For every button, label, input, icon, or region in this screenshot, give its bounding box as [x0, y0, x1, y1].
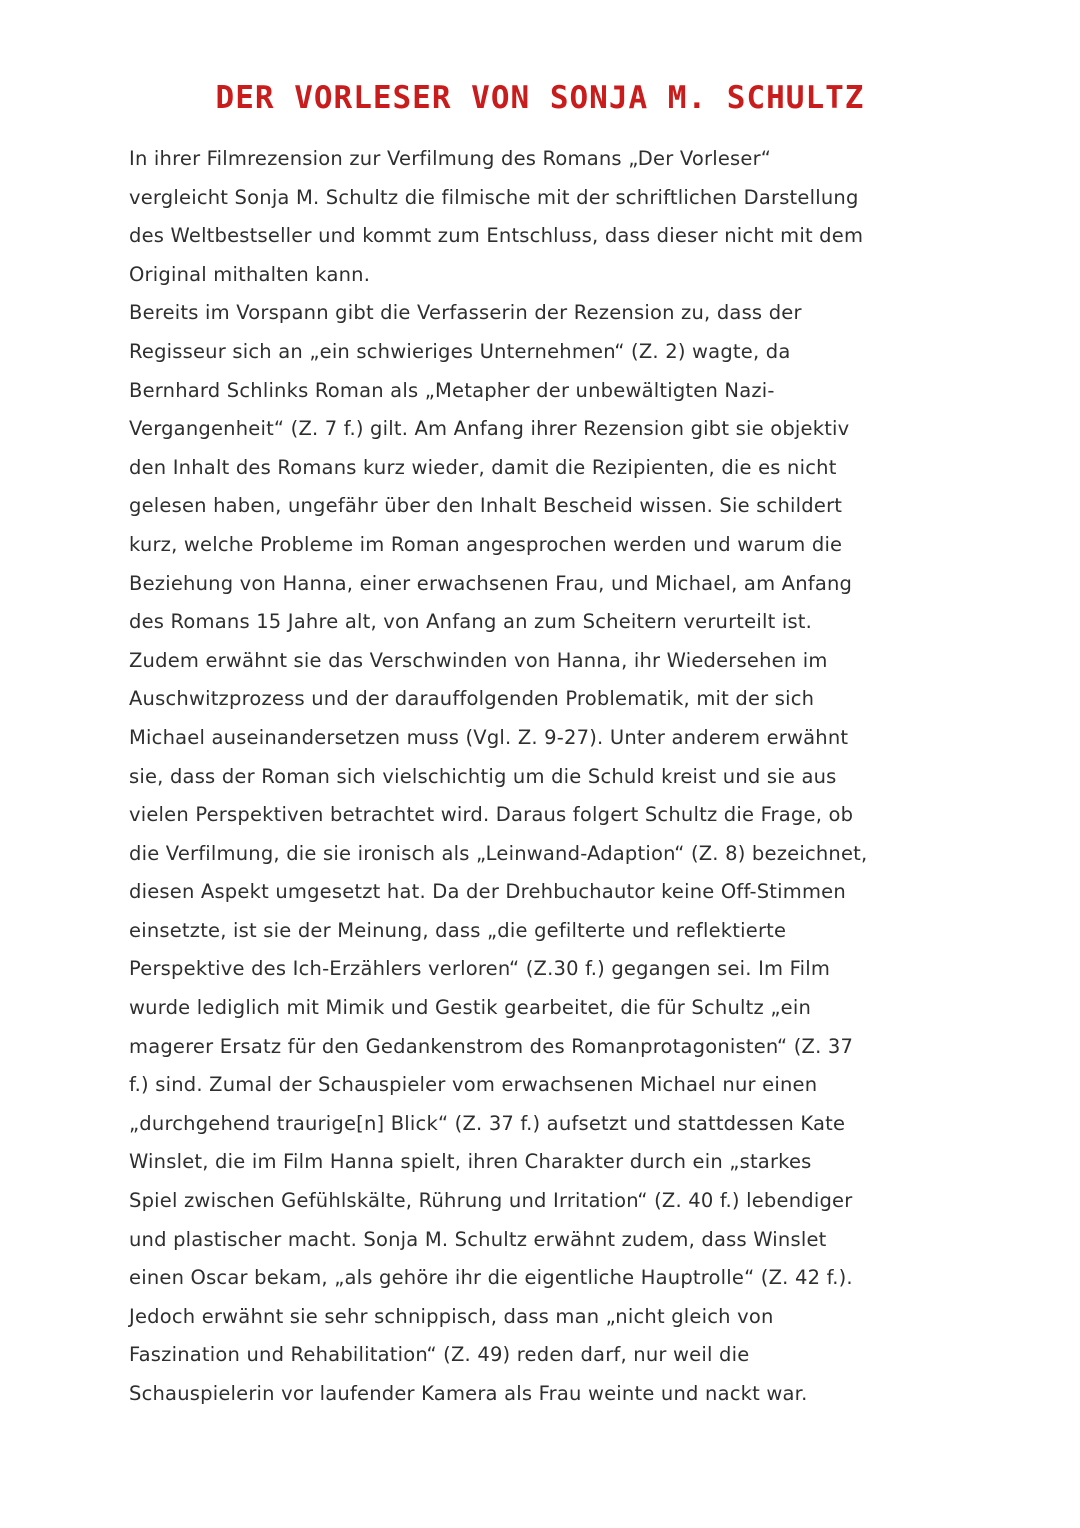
body-line: Original mithalten kann.: [129, 262, 371, 286]
body-line: „durchgehend traurige[n] Blick“ (Z. 37 f.) aufsetzt und stattdessen Kate: [129, 1111, 846, 1135]
body-line: vergleicht Sonja M. Schultz die filmische mit der schriftlichen Darstellung: [129, 185, 859, 209]
body-line: Zudem erwähnt sie das Verschwinden von Hanna, ihr Wiedersehen im: [129, 648, 828, 672]
body-line: Winslet, die im Film Hanna spielt, ihren Charakter durch ein „starkes: [129, 1150, 812, 1174]
body-line: Bereits im Vorspann gibt die Verfasserin der Rezension zu, dass der: [129, 301, 802, 325]
body-line: Perspektive des Ich-Erzählers verloren“ (Z.30 f.) gegangen sei. Im Film: [129, 957, 831, 981]
body-line: Regisseur sich an „ein schwieriges Unternehmen“ (Z. 2) wagte, da: [129, 339, 791, 363]
body-line: magerer Ersatz für den Gedankenstrom des Romanprotagonisten“ (Z. 37: [129, 1034, 854, 1058]
body-line: kurz, welche Probleme im Roman angesprochen werden und warum die: [129, 532, 843, 556]
body-line: vielen Perspektiven betrachtet wird. Daraus folgert Schultz die Frage, ob: [129, 803, 854, 827]
body-line: Spiel zwischen Gefühlskälte, Rührung und Irritation“ (Z. 40 f.) lebendiger: [129, 1189, 853, 1213]
body-line: Bernhard Schlinks Roman als „Metapher der unbewältigten Nazi-: [129, 378, 775, 402]
document-title: DER VORLESER VON SONJA M. SCHULTZ: [215, 80, 865, 116]
body-line: wurde lediglich mit Mimik und Gestik gearbeitet, die für Schultz „ein: [129, 996, 812, 1020]
document-body: [129, 140, 959, 1414]
body-line: In ihrer Filmrezension zur Verfilmung des Romans „Der Vorleser“: [129, 147, 772, 170]
body-line: sie, dass der Roman sich vielschichtig um die Schuld kreist und sie aus: [129, 764, 837, 788]
body-line: einsetzte, ist sie der Meinung, dass „die gefilterte und reflektierte: [129, 918, 787, 942]
body-line: Schauspielerin vor laufender Kamera als Frau weinte und nackt war.: [129, 1382, 808, 1405]
body-line: gelesen haben, ungefähr über den Inhalt Bescheid wissen. Sie schildert: [129, 494, 843, 518]
body-line: des Romans 15 Jahre alt, von Anfang an zum Scheitern verurteilt ist.: [129, 610, 813, 634]
body-line: den Inhalt des Romans kurz wieder, damit die Rezipienten, die es nicht: [129, 455, 837, 479]
body-line: und plastischer macht. Sonja M. Schultz erwähnt zudem, dass Winslet: [129, 1227, 827, 1251]
body-line: f.) sind. Zumal der Schauspieler vom erwachsenen Michael nur einen: [129, 1073, 818, 1097]
body-line: die Verfilmung, die sie ironisch als „Leinwand-Adaption“ (Z. 8) bezeichnet,: [129, 841, 868, 865]
body-line: Jedoch erwähnt sie sehr schnippisch, dass man „nicht gleich von: [129, 1304, 774, 1328]
body-line: diesen Aspekt umgesetzt hat. Da der Drehbuchautor keine Off-Stimmen: [129, 880, 846, 904]
body-line: einen Oscar bekam, „als gehöre ihr die eigentliche Hauptrolle“ (Z. 42 f.).: [129, 1266, 853, 1290]
body-line: Auschwitzprozess und der darauffolgenden Problematik, mit der sich: [129, 687, 815, 711]
body-line: Vergangenheit“ (Z. 7 f.) gilt. Am Anfang ihrer Rezension gibt sie objektiv: [129, 417, 850, 441]
body-line: Beziehung von Hanna, einer erwachsenen Frau, und Michael, am Anfang: [129, 571, 853, 595]
body-line: Michael auseinandersetzen muss (Vgl. Z. 9-27). Unter anderem erwähnt: [129, 725, 849, 749]
body-line: des Weltbestseller und kommt zum Entschluss, dass dieser nicht mit dem: [129, 224, 864, 248]
body-line: Faszination und Rehabilitation“ (Z. 49) reden darf, nur weil die: [129, 1343, 750, 1367]
